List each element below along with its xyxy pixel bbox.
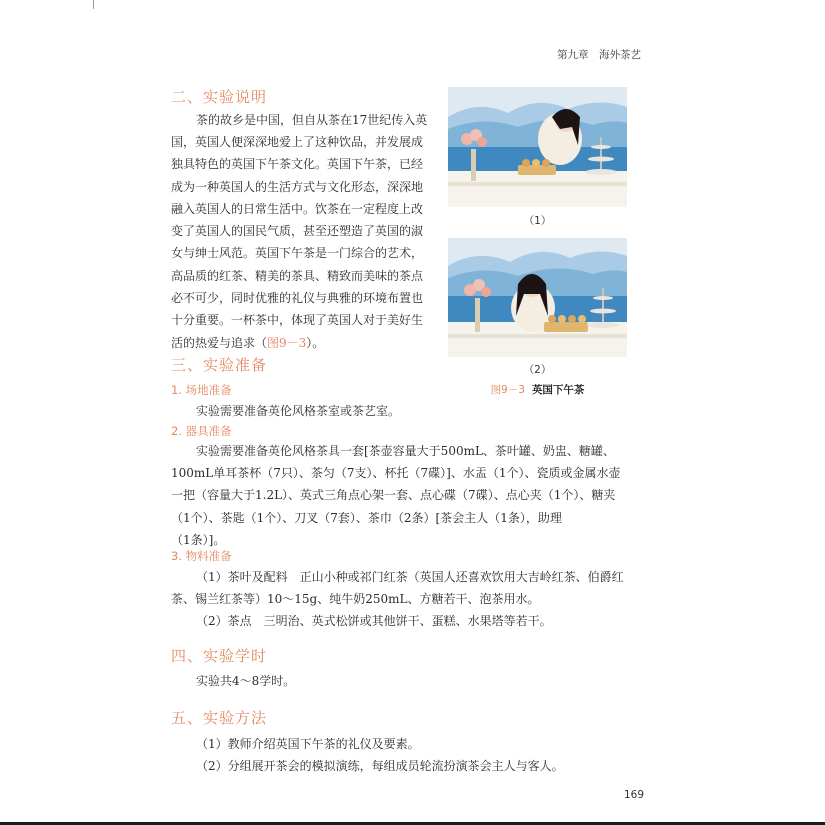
text-line: 实验需要准备英伦风格茶具一套[茶壶容量大于500mL、茶叶罐、奶盅、糖罐、	[196, 444, 615, 458]
subheading-materials-preparation: 3. 物料准备	[171, 549, 232, 563]
text-line: 变了英国人的国民气质，甚至还塑造了英国的淑	[171, 224, 424, 239]
figure-sublabel-1: （1）	[523, 215, 552, 227]
crop-mark	[93, 0, 94, 9]
page-number: 169	[624, 789, 645, 801]
text-line: 独具特色的英国下午茶文化。英国下午茶，已经	[171, 157, 424, 172]
text-line: 十分重要。一杯茶中，体现了英国人对于美好生	[171, 313, 424, 328]
section-heading-experiment-method: 五、实验方法	[171, 709, 268, 727]
text-line: 100mL单耳茶杯（7只）、茶匀（7支）、杯托（7碟）]、水盂（1个）、瓷质或金属水壶	[171, 466, 621, 480]
text-line: 女与绅士风范。英国下午茶是一门综合的艺术，	[171, 246, 424, 261]
paragraph-tea-and-ingredients	[196, 566, 624, 588]
text-line: 国，英国人便深深地爱上了这种饮品，并发展成	[171, 135, 424, 149]
figure-photo-1	[448, 87, 627, 207]
paragraph-experiment-description	[196, 109, 427, 131]
paragraph-equipment-preparation-cont	[171, 462, 620, 551]
running-head: 第九章 海外茶艺	[557, 49, 641, 61]
subheading-venue-preparation: 1. 场地准备	[171, 383, 232, 397]
figure-number: 图9－3	[490, 384, 525, 396]
section-heading-experiment-description: 二、实验说明	[171, 88, 268, 106]
list-item: （1）教师介绍英国下午茶的礼仪及要素。	[196, 737, 420, 751]
figure-sublabel-2: （2）	[523, 364, 552, 376]
text-line: 高品质的红茶、精美的茶具、精致而美味的茶点	[171, 268, 424, 283]
section-heading-class-hours: 四、实验学时	[171, 647, 268, 665]
text-line: （1）茶叶及配料 正山小种或祁门红茶（英国人还喜欢饮用大吉岭红茶、伯爵红	[196, 570, 624, 584]
paragraph-equipment-preparation	[196, 440, 615, 462]
text-fragment: ）。	[306, 335, 325, 350]
paragraph-class-hours	[196, 670, 295, 692]
text-line: （1条）]。	[171, 532, 226, 547]
text-line: （1个）、茶匙（1个）、刀叉（7套）、茶巾（2条）[茶会主人（1条），助理	[171, 510, 562, 525]
text-fragment: 活的热爱与追求（	[171, 335, 268, 350]
text-line: 成为一种英国人的生活方式与文化形态，深深地	[171, 179, 424, 194]
text-line: 实验需要准备英伦风格茶室或茶艺室。	[196, 404, 401, 418]
text-line: 茶、锡兰红茶等）10～15g、纯牛奶250mL、方糖若干、泡茶用水。	[171, 592, 540, 606]
figure-title: 英国下午茶	[531, 384, 585, 396]
list-experiment-method	[196, 733, 564, 778]
paragraph-snacks	[196, 610, 552, 632]
figure-reference: 图9－3	[267, 335, 307, 350]
figure-photo-2	[448, 238, 627, 357]
text-line: （2）茶点 三明治、英式松饼或其他饼干、蛋糕、水果塔等若干。	[196, 614, 552, 628]
text-line-with-figure-ref	[171, 332, 423, 354]
paragraph-venue-preparation	[196, 400, 400, 422]
text-line: 一把（容量大于1.2L）、英式三角点心架一套、点心碟（7碟）、点心夹（1个）、糖夹	[171, 488, 616, 503]
text-line: 实验共4～8学时。	[196, 674, 296, 688]
text-line: 茶的故乡是中国，但自从茶在17世纪传入英	[196, 113, 428, 127]
subheading-equipment-preparation: 2. 器具准备	[171, 424, 232, 438]
paragraph-experiment-description-cont	[171, 131, 423, 354]
list-item: （2）分组展开茶会的模拟演练，每组成员轮流扮演茶会主人与客人。	[196, 759, 564, 774]
text-line: 必不可少，同时优雅的礼仪与典雅的环境布置也	[171, 291, 424, 306]
section-heading-experiment-preparation: 三、实验准备	[171, 356, 268, 374]
text-line: 融入英国人的日常生活中。饮茶在一定程度上改	[171, 201, 424, 216]
paragraph-tea-and-ingredients-cont	[171, 588, 539, 610]
figure-caption	[448, 382, 627, 397]
